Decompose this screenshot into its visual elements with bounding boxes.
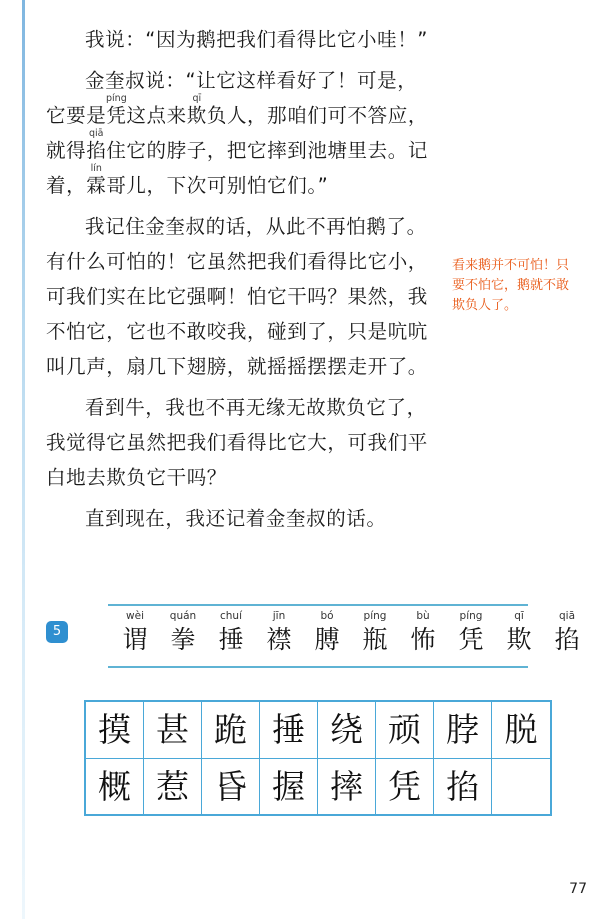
vocab-char: 谓 (122, 625, 148, 654)
vocab-char: 怖 (410, 625, 436, 654)
pinyin-ping: píng (106, 93, 127, 104)
vocab-char: 瓶 (362, 625, 388, 654)
vocab-item (406, 610, 440, 656)
ruby-lin: 霖lín (86, 163, 107, 197)
vocab-pinyin: chuí (220, 610, 242, 622)
vocab-item (262, 610, 296, 656)
vocab-item (502, 610, 536, 656)
paragraph-3: 我记住金奎叔的话，从此不再怕鹅了。有什么可怕的！它虽然把我们看得比它小，可我们实在比它强啊！怕它干吗？果然，我不怕它，它也不敢咬我，碰到了，只是吭吭叫几声，扇几下翅膀，就摇摇摆摆走开了。 (46, 215, 428, 378)
vocab-pinyin: jīn (272, 610, 286, 622)
vocab-pinyin: píng (459, 610, 483, 622)
vocab-char: 掐 (554, 625, 580, 654)
vocab-char: 襟 (266, 625, 292, 654)
vocab-item (454, 610, 488, 656)
vocab-item (118, 610, 152, 656)
section-number-badge: 5 (46, 621, 68, 643)
vocab-item (550, 610, 584, 656)
grid-cell: 摸 (86, 702, 144, 758)
left-margin-rule (22, 0, 25, 919)
grid-cell: 昏 (202, 758, 260, 814)
vocab-rule-top (108, 604, 528, 606)
vocab-pinyin: wèi (126, 610, 144, 622)
grid-cell: 捶 (260, 702, 318, 758)
vocab-item (358, 610, 392, 656)
vocab-item (214, 610, 248, 656)
grid-cell: 顽 (376, 702, 434, 758)
grid-cell: 甚 (144, 702, 202, 758)
vocab-pinyin: bó (320, 610, 334, 622)
lesson-body-text (46, 22, 436, 542)
margin-annotation: 看来鹅并不可怕！只要不怕它，鹅就不敢欺负人了。 (452, 258, 570, 313)
ruby-ping: 凭píng (106, 93, 127, 127)
grid-cell: 绕 (318, 702, 376, 758)
vocab-char: 欺 (506, 625, 532, 654)
pinyin-lin: lín (86, 163, 107, 174)
grid-cell: 握 (260, 758, 318, 814)
vocab-pinyin: quán (169, 610, 197, 622)
grid-cell: 跪 (202, 702, 260, 758)
grid-cell: 掐 (434, 758, 492, 814)
grid-row (86, 702, 550, 758)
writing-practice-grid (84, 700, 552, 816)
vocab-pinyin: píng (363, 610, 387, 622)
paragraph-1: 我说：“因为鹅把我们看得比它小哇！” (85, 28, 429, 51)
vocab-char: 拳 (170, 625, 196, 654)
grid-cell: 凭 (376, 758, 434, 814)
vocab-char: 凭 (458, 625, 484, 654)
grid-cell: 概 (86, 758, 144, 814)
vocab-pinyin: qī (514, 610, 524, 622)
vocab-pinyin: bù (416, 610, 430, 622)
pinyin-qi: qī (186, 93, 207, 104)
page-number: 77 (569, 881, 587, 897)
paragraph-4: 看到牛，我也不再无缘无故欺负它了，我觉得它虽然把我们看得比它大，可我们平白地去欺负它干吗？ (46, 396, 428, 489)
vocab-pinyin: qiā (558, 610, 576, 622)
pinyin-qia: qiā (86, 128, 107, 139)
paragraph-5: 直到现在，我还记着金奎叔的话。 (85, 507, 387, 530)
vocab-char: 膊 (314, 625, 340, 654)
grid-cell: 摔 (318, 758, 376, 814)
paragraph-2: 金奎叔说：“让它这样看好了！可是，它要是凭píng这点来欺qī负人，那咱们可不答应，就得掐qiā住它的脖子，把它摔到池塘里去。记着，霖lín哥儿，下次可别怕它们。” (46, 69, 428, 197)
vocab-rule-bottom (108, 666, 528, 668)
ruby-qi: 欺qī (186, 93, 207, 127)
vocab-char: 捶 (218, 625, 244, 654)
ruby-qia: 掐qiā (86, 128, 107, 162)
vocab-item (166, 610, 200, 656)
vocab-character-list (118, 610, 584, 656)
grid-cell: 脱 (504, 710, 538, 749)
grid-cell-empty (492, 758, 550, 814)
grid-cell: 惹 (144, 758, 202, 814)
grid-row (86, 758, 550, 814)
grid-cell: 脖 (434, 702, 492, 758)
vocab-item (310, 610, 344, 656)
